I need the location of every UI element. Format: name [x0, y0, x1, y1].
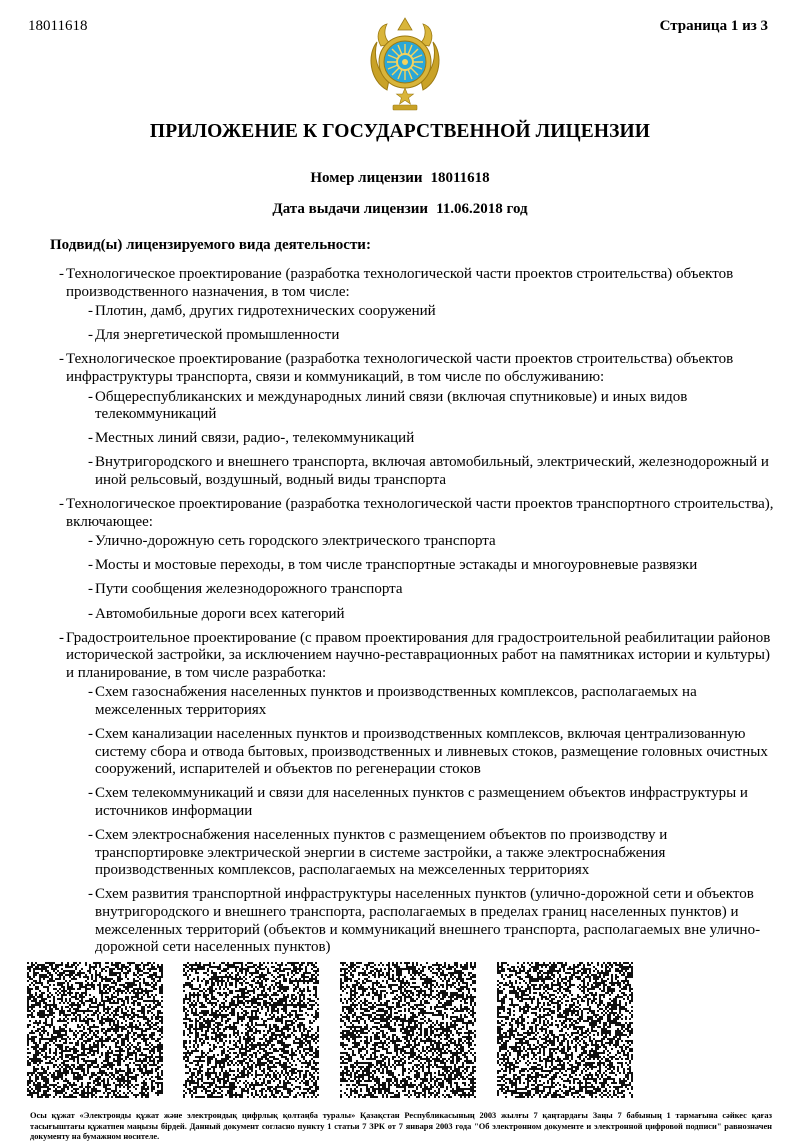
activity-item [0, 351, 800, 489]
activity-sublist [66, 533, 776, 623]
state-emblem-icon [365, 16, 445, 112]
activity-text: Градостроительное проектирование (с правом проектирования для градостроительной реабилитации районов исторической застройки, за исключением научно-реставрационных работ на памятниках истории и культуры) и планирование, в том числе разработка: [66, 629, 771, 681]
activity-subitem: - Для энергетической промышленности [66, 327, 776, 345]
activity-item [0, 630, 800, 957]
activity-sublist [66, 303, 776, 345]
license-number-value: 18011618 [430, 170, 490, 186]
activity-subitem: - Плотин, дамб, других гидротехнических сооружений [66, 303, 776, 321]
activity-sublist [66, 389, 776, 490]
activity-subitem: - Схем электроснабжения населенных пунктов с размещением объектов по производству и транспортировке электрической энергии в системе застройки, а также электроснабжения производственных комплексов, располагаемых на межселенных территориях [66, 827, 776, 880]
doc-id: 18011618 [28, 18, 88, 34]
document-title: ПРИЛОЖЕНИЕ К ГОСУДАРСТВЕННОЙ ЛИЦЕНЗИИ [149, 121, 651, 142]
emblem-graphic [365, 16, 445, 112]
activity-list [0, 266, 800, 963]
activity-subitem: - Общереспубликанских и международных линий связи (включая спутниковые) и иных видов телекоммуникаций [66, 389, 776, 424]
activity-subitem: - Улично-дорожную сеть городского электрического транспорта [66, 533, 776, 551]
activity-subitem: - Внутригородского и внешнего транспорта, включая автомобильный, электрический, железнодорожный и иной рельсовый, воздушный, водный виды транспорта [66, 454, 776, 489]
qr-code-icon [183, 962, 319, 1098]
qr-code-icon [497, 962, 633, 1098]
activity-text: Технологическое проектирование (разработка технологической части проектов строительства) объектов инфраструктуры транспорта, связи и коммуникаций, в том числе по обслуживанию: [66, 351, 734, 385]
page-number: Страница 1 из 3 [659, 18, 768, 34]
activity-item [0, 266, 800, 345]
license-date [0, 201, 800, 218]
activity-sublist [66, 684, 776, 956]
activity-subitem: - Схем канализации населенных пунктов и производственных комплексов, включая централизованную систему сбора и отвода бытовых, производственных и ливневых стоков, размещение головных очистных сооружений, испарителей и объектов по регенерации стоков [66, 726, 776, 779]
legal-footer: Осы құжат «Электронды құжат және электрондық цифрлық қолтаңба туралы» Қазақстан Республикасының 2003 жылғы 7 қаңтардағы Заңы 7 бабының 1 тармағына сәйкес қағаз тасығыштағы құжатпен маңызы бірдей. Данный документ согласно пункту 1 статьи 7 ЗРК от 7 января 2003 года "Об электронном документе и электронной цифровой подписи" равнозначен документу на бумажном носителе. [30, 1111, 772, 1141]
qr-code-icon [340, 962, 476, 1098]
activity-subitem: - Схем газоснабжения населенных пунктов и производственных комплексов, располагаемых на межселенных территориях [66, 684, 776, 719]
activity-item [0, 496, 800, 623]
activity-subitem: - Схем развития транспортной инфраструктуры населенных пунктов (улично-дорожной сети и объектов внутригородского и внешнего транспорта, располагаемых в пределах границ населенных пунктов) и межселенных территорий (объектов и коммуникаций внешнего транспорта, располагаемых вне улично-дорожной сети населенных пунктов) [66, 886, 776, 956]
activity-text: Технологическое проектирование (разработка технологической части проектов транспортного строительства), включающее: [66, 496, 774, 530]
activity-subitem: - Схем телекоммуникаций и связи для населенных пунктов с размещением объектов инфраструктуры и источников информации [66, 785, 776, 820]
activity-subitem: - Мосты и мостовые переходы, в том числе транспортные эстакады и многоуровневые развязки [66, 557, 776, 575]
qr-code-icon [27, 962, 163, 1098]
activity-subitem: - Пути сообщения железнодорожного транспорта [66, 581, 776, 599]
subtypes-heading: Подвид(ы) лицензируемого вида деятельности: [50, 237, 371, 253]
license-date-value: 11.06.2018 год [436, 201, 528, 217]
activity-subitem: - Местных линий связи, радио-, телекоммуникаций [66, 430, 776, 448]
license-number [0, 170, 800, 187]
activity-subitem: - Автомобильные дороги всех категорий [66, 606, 776, 624]
license-date-label: Дата выдачи лицензии [272, 201, 429, 217]
license-number-label: Номер лицензии [310, 170, 423, 186]
activity-text: Технологическое проектирование (разработка технологической части проектов строительства) объектов производственного назначения, в том числе: [66, 266, 734, 300]
qr-code-row [0, 962, 800, 1098]
